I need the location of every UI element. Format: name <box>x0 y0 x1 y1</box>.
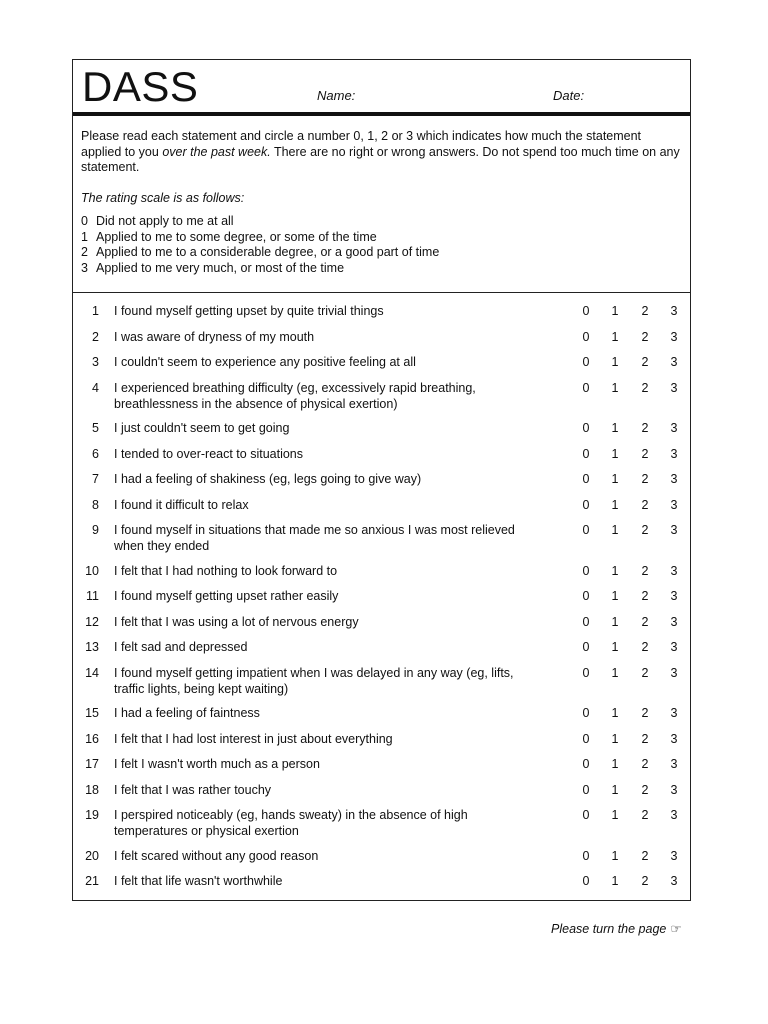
item-row <box>73 418 690 444</box>
rating-scale-item <box>81 245 682 261</box>
rating-option-0[interactable]: 0 <box>582 808 590 822</box>
rating-option-1[interactable]: 1 <box>611 782 619 797</box>
item-number: 12 <box>85 614 99 629</box>
rating-option-1[interactable]: 1 <box>611 731 619 746</box>
item-number: 2 <box>92 329 99 344</box>
item-row <box>73 327 690 353</box>
rating-option-1[interactable]: 1 <box>611 497 619 512</box>
rating-option-0[interactable]: 0 <box>582 731 590 746</box>
item-statement: I felt that I had lost interest in just about everything <box>114 731 393 746</box>
item-number: 10 <box>85 563 99 578</box>
rating-option-2[interactable]: 2 <box>641 808 649 822</box>
item-row <box>73 637 690 663</box>
rating-option-2[interactable]: 2 <box>641 380 649 395</box>
rating-option-3[interactable]: 3 <box>670 874 678 888</box>
rating-option-1[interactable]: 1 <box>611 355 619 369</box>
instructions-emphasis: over the past week. <box>162 144 271 159</box>
rating-scale-value: 2 <box>81 245 88 259</box>
item-statement: I had a feeling of faintness <box>114 706 260 720</box>
item-statement: I felt that life wasn't worthwhile <box>114 874 283 888</box>
rating-option-2[interactable]: 2 <box>641 665 649 680</box>
rating-option-0[interactable]: 0 <box>582 329 590 344</box>
rating-option-1[interactable]: 1 <box>611 757 619 771</box>
rating-option-0[interactable]: 0 <box>582 523 590 537</box>
questionnaire-form <box>72 59 691 901</box>
rating-option-2[interactable]: 2 <box>641 782 649 797</box>
item-statement: I found myself getting upset by quite trivial things <box>114 304 384 318</box>
rating-option-0[interactable]: 0 <box>582 497 590 512</box>
rating-option-1[interactable]: 1 <box>611 304 619 318</box>
rating-option-1[interactable]: 1 <box>611 380 619 395</box>
item-row <box>73 805 690 846</box>
rating-option-1[interactable]: 1 <box>611 706 619 720</box>
rating-option-1[interactable]: 1 <box>611 523 619 537</box>
form-header <box>73 60 690 116</box>
instructions-text <box>81 129 682 176</box>
name-label: Name: <box>317 88 356 103</box>
item-row <box>73 703 690 729</box>
rating-option-0[interactable]: 0 <box>582 380 590 395</box>
rating-scale-label: Applied to me to a considerable degree, or a good part of time <box>96 245 440 259</box>
rating-option-1[interactable]: 1 <box>611 614 619 629</box>
item-statement: I found myself getting upset rather easily <box>114 589 339 603</box>
item-number: 7 <box>92 472 99 486</box>
rating-option-2[interactable]: 2 <box>641 472 649 486</box>
rating-option-3[interactable]: 3 <box>670 421 678 435</box>
rating-option-3[interactable]: 3 <box>670 472 678 486</box>
item-row <box>73 469 690 495</box>
item-statement: I felt that I had nothing to look forward to <box>114 563 338 578</box>
rating-option-0[interactable]: 0 <box>582 589 590 603</box>
rating-option-3[interactable]: 3 <box>670 355 678 369</box>
item-row <box>73 846 690 872</box>
rating-option-3[interactable]: 3 <box>670 304 678 318</box>
rating-scale-value: 0 <box>81 214 88 228</box>
rating-option-0[interactable]: 0 <box>582 757 590 771</box>
item-number: 17 <box>85 757 99 771</box>
rating-scale-item <box>81 230 682 246</box>
rating-option-3[interactable]: 3 <box>670 782 678 797</box>
rating-scale-label: Applied to me very much, or most of the time <box>96 260 345 275</box>
rating-option-2[interactable]: 2 <box>641 355 649 369</box>
item-statement: I felt I wasn't worth much as a person <box>114 757 320 771</box>
rating-option-3[interactable]: 3 <box>670 523 678 537</box>
instructions-text-start: Please read each statement and circle a number 0, 1, 2 or 3 which indicates how much the statement applied to you <box>81 129 642 159</box>
item-row <box>73 612 690 638</box>
item-statement: I perspired noticeably (eg, hands sweaty) in the absence of high temperatures or physical exertion <box>114 808 468 838</box>
rating-option-1[interactable]: 1 <box>611 446 619 461</box>
rating-option-3[interactable]: 3 <box>670 808 678 822</box>
item-number: 13 <box>85 640 99 654</box>
item-row <box>73 586 690 612</box>
rating-option-0[interactable]: 0 <box>582 355 590 369</box>
rating-option-0[interactable]: 0 <box>582 472 590 486</box>
item-statement: I felt sad and depressed <box>114 640 248 654</box>
rating-scale-label: Applied to me to some degree, or some of the time <box>96 229 377 244</box>
item-number: 5 <box>92 421 99 435</box>
item-statement: I found it difficult to relax <box>114 497 249 512</box>
rating-option-0[interactable]: 0 <box>582 614 590 629</box>
rating-option-2[interactable]: 2 <box>641 731 649 746</box>
rating-scale-value: 3 <box>81 260 88 275</box>
item-statement: I experienced breathing difficulty (eg, excessively rapid breathing, breathlessness in the absence of physical exertion) <box>114 380 476 411</box>
form-title: DASS <box>82 63 199 110</box>
rating-option-1[interactable]: 1 <box>611 665 619 680</box>
rating-option-1[interactable]: 1 <box>611 808 619 822</box>
rating-option-2[interactable]: 2 <box>641 614 649 629</box>
rating-option-1[interactable]: 1 <box>611 848 619 863</box>
item-row <box>73 301 690 327</box>
rating-option-0[interactable]: 0 <box>582 421 590 435</box>
item-number: 3 <box>92 355 99 369</box>
item-row <box>73 495 690 521</box>
item-number: 9 <box>92 523 99 537</box>
rating-option-1[interactable]: 1 <box>611 329 619 344</box>
rating-option-3[interactable]: 3 <box>670 757 678 771</box>
rating-option-3[interactable]: 3 <box>670 731 678 746</box>
item-row <box>73 561 690 587</box>
item-number: 20 <box>85 848 99 863</box>
rating-option-1[interactable]: 1 <box>611 421 619 435</box>
rating-option-0[interactable]: 0 <box>582 848 590 863</box>
item-row <box>73 520 690 561</box>
rating-scale-list <box>81 214 682 276</box>
rating-option-2[interactable]: 2 <box>641 589 649 603</box>
item-statement: I just couldn't seem to get going <box>114 421 290 435</box>
rating-option-2[interactable]: 2 <box>641 497 649 512</box>
item-row <box>73 754 690 780</box>
rating-option-2[interactable]: 2 <box>641 329 649 344</box>
item-number: 16 <box>85 731 99 746</box>
rating-option-2[interactable]: 2 <box>641 563 649 578</box>
rating-option-3[interactable]: 3 <box>670 665 678 680</box>
item-statement: I found myself getting impatient when I was delayed in any way (eg, lifts, traffic lights, being kept waiting) <box>114 665 514 696</box>
item-number: 21 <box>85 874 99 888</box>
turn-page-text: Please turn the page <box>551 922 667 936</box>
rating-option-2[interactable]: 2 <box>641 706 649 720</box>
rating-scale-value: 1 <box>81 229 88 244</box>
item-number: 4 <box>92 380 99 395</box>
pointing-hand-icon: ☞ <box>670 922 682 936</box>
rating-option-0[interactable]: 0 <box>582 640 590 654</box>
item-statement: I couldn't seem to experience any positive feeling at all <box>114 355 416 369</box>
rating-option-2[interactable]: 2 <box>641 848 649 863</box>
rating-option-3[interactable]: 3 <box>670 497 678 512</box>
item-number: 18 <box>85 782 99 797</box>
rating-option-0[interactable]: 0 <box>582 782 590 797</box>
item-number: 8 <box>92 497 99 512</box>
rating-option-2[interactable]: 2 <box>641 446 649 461</box>
items-list <box>73 293 690 897</box>
rating-option-3[interactable]: 3 <box>670 589 678 603</box>
rating-scale-label: Did not apply to me at all <box>96 214 234 228</box>
item-number: 14 <box>85 665 99 680</box>
item-row <box>73 444 690 470</box>
item-row <box>73 871 690 897</box>
rating-option-2[interactable]: 2 <box>641 421 649 435</box>
rating-option-0[interactable]: 0 <box>582 563 590 578</box>
item-statement: I tended to over-react to situations <box>114 446 303 461</box>
item-number: 19 <box>85 808 99 822</box>
item-statement: I felt that I was rather touchy <box>114 782 272 797</box>
rating-option-0[interactable]: 0 <box>582 665 590 680</box>
instructions-section <box>73 116 690 293</box>
rating-option-0[interactable]: 0 <box>582 446 590 461</box>
rating-option-3[interactable]: 3 <box>670 446 678 461</box>
rating-option-0[interactable]: 0 <box>582 874 590 888</box>
date-label: Date: <box>553 88 585 103</box>
rating-option-1[interactable]: 1 <box>611 472 619 486</box>
rating-scale-item <box>81 214 682 230</box>
rating-option-3[interactable]: 3 <box>670 706 678 720</box>
item-row <box>73 663 690 704</box>
item-number: 15 <box>85 706 99 720</box>
item-row <box>73 729 690 755</box>
rating-option-3[interactable]: 3 <box>670 563 678 578</box>
rating-option-2[interactable]: 2 <box>641 304 649 318</box>
item-row <box>73 378 690 419</box>
rating-option-2[interactable]: 2 <box>641 874 649 888</box>
rating-option-0[interactable]: 0 <box>582 304 590 318</box>
rating-option-3[interactable]: 3 <box>670 848 678 863</box>
rating-option-2[interactable]: 2 <box>641 523 649 537</box>
item-row <box>73 780 690 806</box>
rating-option-3[interactable]: 3 <box>670 380 678 395</box>
turn-page-note <box>551 921 682 936</box>
item-statement: I was aware of dryness of my mouth <box>114 329 315 344</box>
rating-option-2[interactable]: 2 <box>641 757 649 771</box>
item-statement: I felt that I was using a lot of nervous energy <box>114 614 359 629</box>
rating-option-3[interactable]: 3 <box>670 640 678 654</box>
rating-option-1[interactable]: 1 <box>611 874 619 888</box>
rating-option-1[interactable]: 1 <box>611 563 619 578</box>
rating-scale-item <box>81 261 682 277</box>
rating-option-0[interactable]: 0 <box>582 706 590 720</box>
item-statement: I found myself in situations that made me so anxious I was most relieved when they ended <box>114 523 515 553</box>
item-number: 6 <box>92 446 99 461</box>
item-number: 11 <box>86 589 99 603</box>
item-statement: I felt scared without any good reason <box>114 848 319 863</box>
rating-option-2[interactable]: 2 <box>641 640 649 654</box>
rating-scale-title: The rating scale is as follows: <box>81 190 245 205</box>
rating-option-1[interactable]: 1 <box>611 640 619 654</box>
rating-option-1[interactable]: 1 <box>611 589 619 603</box>
item-statement: I had a feeling of shakiness (eg, legs going to give way) <box>114 472 422 486</box>
item-row <box>73 352 690 378</box>
instructions-text-end: There are no right or wrong answers. Do not spend too much time on any statement. <box>81 144 680 174</box>
rating-option-3[interactable]: 3 <box>670 329 678 344</box>
item-number: 1 <box>92 304 99 318</box>
rating-option-3[interactable]: 3 <box>670 614 678 629</box>
